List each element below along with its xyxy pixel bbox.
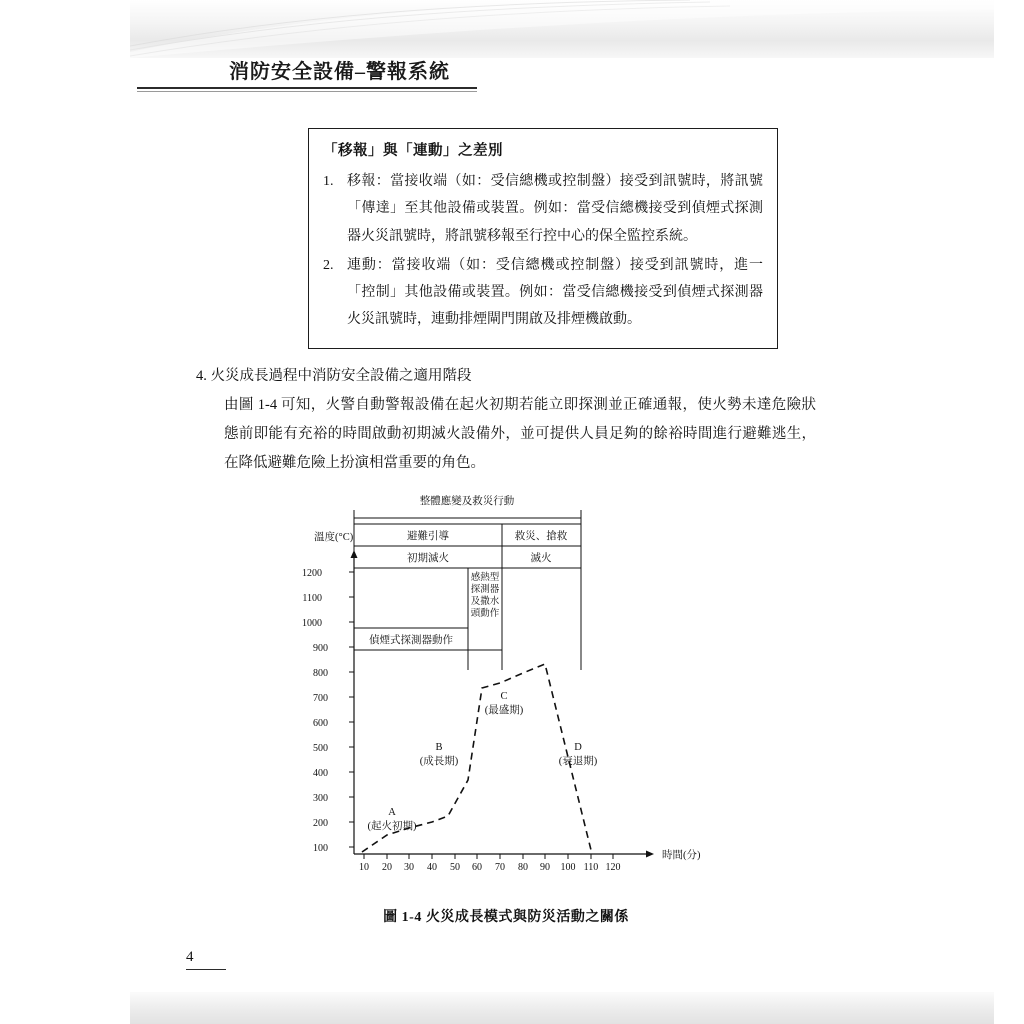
callout-item bbox=[323, 168, 763, 250]
svg-text:70: 70 bbox=[495, 861, 505, 873]
svg-text:溫度(°C): 溫度(°C) bbox=[314, 531, 354, 543]
svg-text:300: 300 bbox=[313, 792, 328, 804]
svg-text:整體應變及救災行動: 整體應變及救災行動 bbox=[419, 495, 515, 507]
svg-text:及撒水: 及撒水 bbox=[470, 596, 500, 607]
svg-text:感熱型: 感熱型 bbox=[470, 572, 500, 583]
scan-right-margin bbox=[994, 0, 1024, 1024]
callout-item-number: 1. bbox=[323, 174, 334, 189]
svg-text:初期滅火: 初期滅火 bbox=[407, 552, 449, 564]
page-bottom-decoration bbox=[130, 992, 994, 1024]
svg-text:A: A bbox=[388, 806, 396, 818]
svg-text:40: 40 bbox=[427, 861, 437, 873]
svg-text:500: 500 bbox=[313, 742, 328, 754]
header-title: 消防安全設備–警報系統 bbox=[229, 61, 450, 83]
svg-text:避難引導: 避難引導 bbox=[407, 530, 449, 542]
page-number: 4 bbox=[186, 949, 194, 965]
header-rule-thin bbox=[137, 91, 477, 92]
svg-text:100: 100 bbox=[560, 861, 576, 873]
svg-text:1200: 1200 bbox=[302, 567, 322, 579]
figure-1-4 bbox=[196, 492, 816, 925]
running-header bbox=[137, 55, 477, 92]
svg-text:(起火初期): (起火初期) bbox=[367, 820, 417, 832]
scan-left-margin bbox=[0, 0, 130, 1024]
svg-text:100: 100 bbox=[313, 842, 328, 854]
page-top-decoration bbox=[130, 0, 994, 58]
callout-item-text: 移報：當接收端（如：受信總機或控制盤）接受到訊號時，將訊號「傳達」至其他設備或裝置。例如：當受信總機接受到偵煙式探測器火災訊號時，將訊號移報至行控中心的保全監控系統。 bbox=[347, 174, 763, 244]
header-rule-thick bbox=[137, 87, 477, 89]
svg-text:1100: 1100 bbox=[302, 592, 322, 604]
svg-text:時間(分): 時間(分) bbox=[662, 849, 701, 861]
svg-text:D: D bbox=[574, 741, 582, 753]
section-block bbox=[196, 363, 816, 478]
svg-text:探測器: 探測器 bbox=[470, 584, 500, 595]
callout-box bbox=[308, 128, 778, 349]
svg-text:110: 110 bbox=[583, 861, 599, 873]
svg-text:(成長期): (成長期) bbox=[419, 755, 459, 767]
callout-item bbox=[323, 252, 763, 334]
swoosh-icon bbox=[130, 0, 994, 58]
svg-text:700: 700 bbox=[313, 692, 328, 704]
svg-text:80: 80 bbox=[518, 861, 528, 873]
svg-text:600: 600 bbox=[313, 717, 328, 729]
svg-text:C: C bbox=[500, 690, 508, 702]
svg-text:120: 120 bbox=[605, 861, 621, 873]
svg-text:B: B bbox=[435, 741, 443, 753]
svg-text:50: 50 bbox=[450, 861, 460, 873]
page-folio bbox=[186, 949, 486, 970]
svg-text:頭動作: 頭動作 bbox=[470, 608, 500, 619]
callout-item-number: 2. bbox=[323, 257, 334, 273]
figure-caption: 圖 1-4 火災成長模式與防災活動之關係 bbox=[383, 909, 629, 925]
svg-text:200: 200 bbox=[313, 817, 328, 829]
svg-text:800: 800 bbox=[313, 667, 328, 679]
svg-text:10: 10 bbox=[359, 861, 369, 873]
section-heading: 4. 火災成長過程中消防安全設備之適用階段 bbox=[196, 367, 472, 384]
svg-text:1000: 1000 bbox=[302, 617, 322, 629]
section-body: 由圖 1-4 可知，火警自動警報設備在起火初期若能立即探測並正確通報，使火勢未達危險狀態前即能有充裕的時間啟動初期滅火設備外，並可提供人員足夠的餘裕時間進行避難逃生，在降低避難危險上扮演相當重要的角色。 bbox=[224, 396, 816, 471]
svg-text:30: 30 bbox=[404, 861, 414, 873]
page-content bbox=[196, 128, 816, 925]
svg-text:偵煙式探測器動作: 偵煙式探測器動作 bbox=[369, 634, 453, 646]
fire-growth-chart bbox=[196, 492, 816, 904]
svg-text:滅火: 滅火 bbox=[530, 552, 552, 564]
svg-text:救災、搶救: 救災、搶救 bbox=[514, 530, 568, 542]
svg-text:900: 900 bbox=[313, 642, 328, 654]
svg-text:90: 90 bbox=[540, 861, 550, 873]
svg-text:400: 400 bbox=[313, 767, 328, 779]
svg-text:60: 60 bbox=[472, 861, 482, 873]
svg-text:20: 20 bbox=[382, 861, 392, 873]
svg-text:(衰退期): (衰退期) bbox=[558, 755, 598, 767]
svg-text:(最盛期): (最盛期) bbox=[484, 704, 524, 716]
callout-item-text: 連動：當接收端（如：受信總機或控制盤）接受到訊號時，進一「控制」其他設備或裝置。例如：當受信總機接受到偵煙式探測器火災訊號時，連動排煙閘門開啟及排煙機啟動。 bbox=[347, 257, 763, 328]
callout-title: 「移報」與「連動」之差別 bbox=[323, 143, 503, 159]
folio-rule bbox=[186, 969, 226, 970]
